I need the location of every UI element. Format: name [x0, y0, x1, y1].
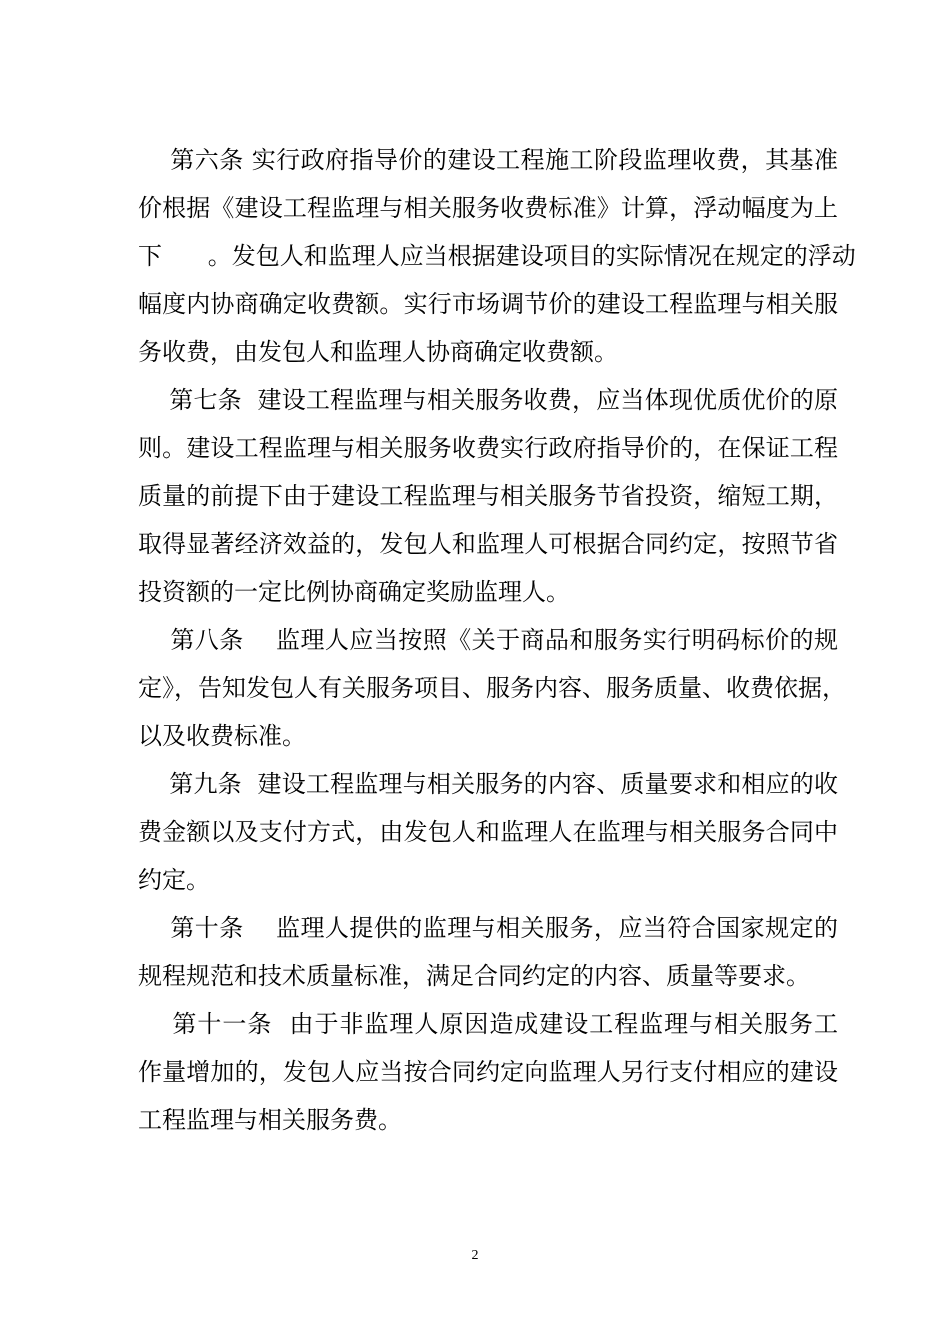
text-line: 作量增加的，发包人应当按合同约定向监理人另行支付相应的建设: [138, 1058, 838, 1086]
text-line: 取得显著经济效益的，发包人和监理人可根据合同约定，按照节省: [138, 530, 838, 558]
text-line: 以及收费标准。: [138, 722, 306, 750]
article-11: [138, 1000, 838, 1144]
article-10: [138, 904, 838, 1000]
text-line: 第七条 建设工程监理与相关服务收费，应当体现优质优价的原: [138, 386, 838, 414]
article-8: [138, 616, 846, 760]
article-6: [138, 136, 856, 376]
text-line: 费金额以及支付方式，由发包人和监理人在监理与相关服务合同中: [138, 818, 838, 846]
text-line: 规程规范和技术质量标准，满足合同约定的内容、质量等要求。: [138, 962, 810, 990]
text-line: 第十一条 由于非监理人原因造成建设工程监理与相关服务工: [138, 1010, 838, 1038]
text-line: 价根据《建设工程监理与相关服务收费标准》计算，浮动幅度为上: [138, 194, 838, 222]
text-line: 第八条 监理人应当按照《关于商品和服务实行明码标价的规: [138, 626, 838, 654]
text-line: 投资额的一定比例协商确定奖励监理人。: [138, 578, 570, 606]
text-line: 质量的前提下由于建设工程监理与相关服务节省投资，缩短工期，: [138, 482, 838, 510]
document-body: [138, 136, 856, 1144]
text-line: 务收费，由发包人和监理人协商确定收费额。: [138, 338, 618, 366]
article-9: [138, 760, 838, 904]
text-line: 第十条 监理人提供的监理与相关服务，应当符合国家规定的: [138, 914, 838, 942]
text-line: 幅度内协商确定收费额。实行市场调节价的建设工程监理与相关服: [138, 290, 838, 318]
text-line: 工程监理与相关服务费。: [138, 1106, 402, 1134]
text-line: 第九条 建设工程监理与相关服务的内容、质量要求和相应的收: [138, 770, 838, 798]
text-line: 下 。发包人和监理人应当根据建设项目的实际情况在规定的浮动: [138, 242, 856, 270]
article-7: [138, 376, 838, 616]
text-line: 则。建设工程监理与相关服务收费实行政府指导价的，在保证工程: [138, 434, 838, 462]
page-number: 2: [471, 1248, 479, 1263]
text-line: 第六条 实行政府指导价的建设工程施工阶段监理收费，其基准: [138, 146, 838, 174]
text-line: 定》，告知发包人有关服务项目、服务内容、服务质量、收费依据，: [138, 674, 846, 702]
text-line: 约定。: [138, 866, 210, 894]
